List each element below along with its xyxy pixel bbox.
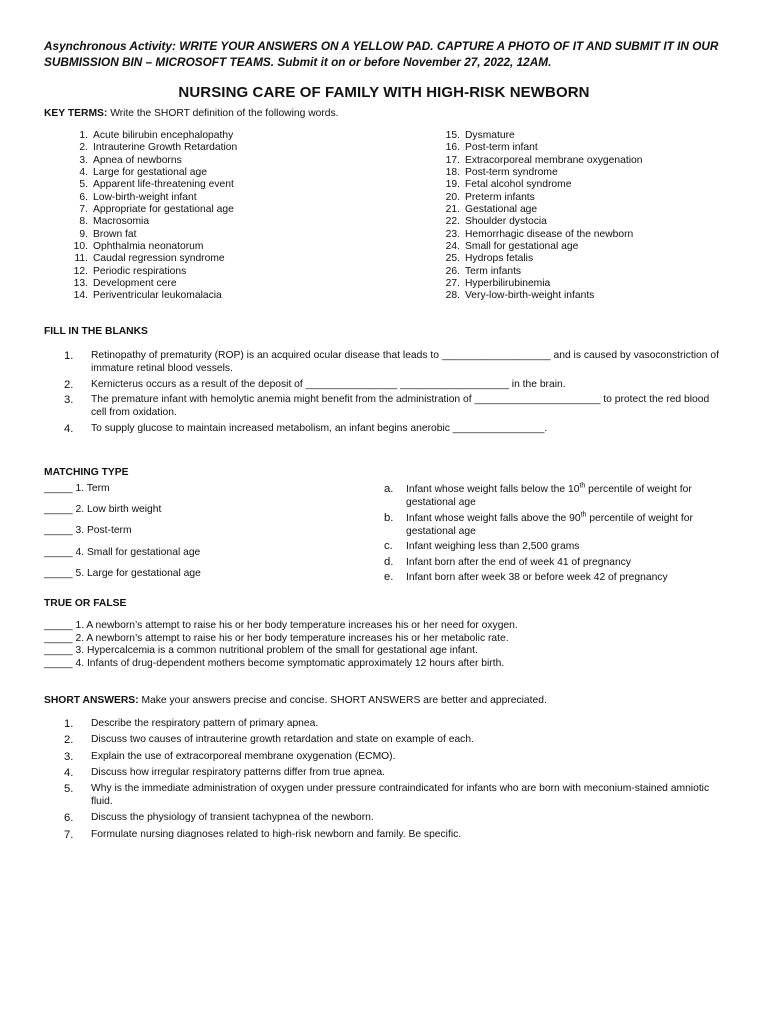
matching-term: _____ 5. Large for gestational age [44,568,201,579]
key-terms-heading [44,108,339,119]
short-answer-item: 7. Formulate nursing diagnoses related to high-risk newborn and family. Be specific. [64,828,462,841]
matching-definition: b. Infant whose weight falls above the 90th percentile of weight for gestational age [384,511,693,537]
short-answers-label: SHORT ANSWERS: [44,695,139,706]
key-term-item: 13. Development cere [73,278,177,290]
key-term-item: 17. Extracorporeal membrane oxygenation [445,154,643,166]
short-answers-note: Make your answers precise and concise. SHORT ANSWERS are better and appreciated. [138,695,547,706]
matching-definition: e. Infant born after week 38 or before week 42 of pregnancy [384,571,668,583]
key-term-item: 6. Low-birth-weight infant [79,191,197,203]
key-term-item: 18. Post-term syndrome [445,167,558,179]
matching-definition: c. Infant weighing less than 2,500 grams [384,540,580,552]
key-terms-label: KEY TERMS: [44,108,108,119]
matching-definitions [384,483,714,587]
matching-definition: d. Infant born after the end of week 41 of pregnancy [384,555,631,568]
key-term-item: 27. Hyperbilirubinemia [445,278,551,290]
key-term-item: 11. Caudal regression syndrome [74,253,225,265]
fill-blank-item: 2. Kernicterus occurs as a result of the deposit of ________________ ___________________ in the brain. [64,378,566,391]
key-term-item: 24. Small for gestational age [445,241,579,253]
short-answer-item: 3. Explain the use of extracorporeal membrane oxygenation (ECMO). [64,750,396,763]
fill-blank-item: 1. Retinopathy of prematurity (ROP) is an acquired ocular disease that leads to ___________________ and is caused by vasoconstriction of immature retinal blood vessels. [64,350,719,374]
key-term-item: 15. Dysmature [445,130,515,141]
key-terms-note: Write the SHORT definition of the following words. [107,108,339,119]
key-term-item: 16. Post-term infant [445,142,538,154]
key-term-item: 25. Hydrops fetalis [445,253,534,265]
matching-term: _____ 4. Small for gestational age [44,547,201,558]
key-term-item: 8. Macrosomia [79,216,150,228]
true-false-heading: TRUE OR FALSE [44,598,127,609]
true-false-item: _____ 1. A newborn’s attempt to raise his or her body temperature increases his or her need for oxygen. [44,620,518,631]
short-answers-heading [44,695,547,706]
key-term-item: 3. Apnea of newborns [79,154,182,166]
matching-term: _____ 2. Low birth weight [44,504,162,515]
matching-term: _____ 1. Term [44,483,110,494]
key-term-item: 2. Intrauterine Growth Retardation [79,142,238,154]
key-term-item: 10. Ophthalmia neonatorum [73,241,204,253]
short-answer-item: 6. Discuss the physiology of transient tachypnea of the newborn. [64,812,374,825]
short-answer-item: 1. Describe the respiratory pattern of primary apnea. [64,718,319,730]
key-term-item: 19. Fetal alcohol syndrome [445,179,572,191]
key-term-item: 20. Preterm infants [445,191,535,203]
submission-instructions: Asynchronous Activity: WRITE YOUR ANSWERS ON A YELLOW PAD. CAPTURE A PHOTO OF IT AND SUBMIT IT IN OUR SUBMISSION BIN – MICROSOFT TEAMS. Submit it on or before November 27, 2022, 12AM. [44,39,719,69]
key-term-item: 7. Appropriate for gestational age [79,204,234,216]
fill-blank-item: 4. To supply glucose to maintain increased metabolism, an infant begins anerobic ________________. [64,422,548,435]
key-term-item: 14. Periventricular leukomalacia [73,290,222,302]
true-false-item: _____ 4. Infants of drug-dependent mothers become symptomatic approximately 12 hours after birth. [44,657,505,669]
short-answer-item: 5. Why is the immediate administration of oxygen under pressure contraindicated for infants who are born with meconium-stained amniotic fluid. [64,783,710,807]
key-term-item: 5. Apparent life-threatening event [79,179,234,191]
key-terms-right-column [436,130,642,303]
key-term-item: 1. Acute bilirubin encephalopathy [79,130,234,141]
key-term-item: 21. Gestational age [445,204,538,216]
short-answers-list [64,718,724,841]
matching-definition: a. Infant whose weight falls below the 10th percentile of weight for gestational age [384,482,692,508]
true-false-list [44,620,734,670]
fill-blank-item: 3. The premature infant with hemolytic anemia might benefit from the administration of ______________________ to protect the red blood cell from oxidation. [64,394,710,419]
key-term-item: 23. Hemorrhagic disease of the newborn [445,228,634,240]
fill-blanks-list [64,350,724,436]
short-answer-item: 2. Discuss two causes of intrauterine growth retardation and state on example of each. [64,734,474,747]
page-title: NURSING CARE OF FAMILY WITH HIGH-RISK NEWBORN [178,84,590,101]
short-answer-item: 4. Discuss how irregular respiratory patterns differ from true apnea. [64,766,385,779]
true-false-item: _____ 3. Hypercalcemia is a common nutritional problem of the small for gestational age infant. [44,645,478,657]
key-term-item: 26. Term infants [445,265,522,277]
key-terms-left-column [64,130,237,303]
key-term-item: 9. Brown fat [79,228,137,240]
key-term-item: 12. Periodic respirations [73,265,187,277]
matching-term: _____ 3. Post-term [44,525,132,536]
key-term-item: 22. Shoulder dystocia [445,216,547,228]
matching-heading: MATCHING TYPE [44,467,129,478]
fill-blanks-heading: FILL IN THE BLANKS [44,326,148,337]
true-false-item: _____ 2. A newborn’s attempt to raise his or her body temperature increases his or her metabolic rate. [44,632,509,644]
key-term-item: 4. Large for gestational age [79,167,207,179]
key-term-item: 28. Very-low-birth-weight infants [445,290,595,302]
